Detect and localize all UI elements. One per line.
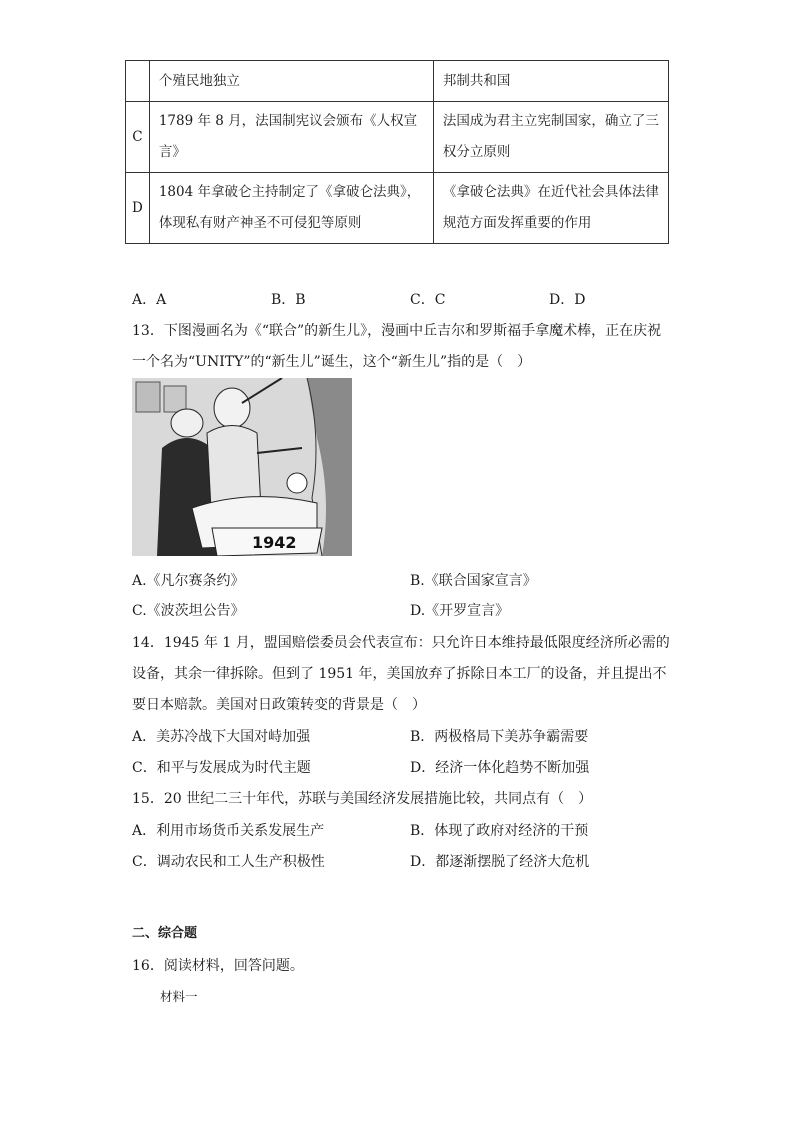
result-cell: 邦制共和国 <box>433 61 668 102</box>
q14-option-a[interactable]: A．美苏冷战下大国对峙加强 <box>132 729 311 745</box>
q15-option-c[interactable]: C．调动农民和工人生产积极性 <box>132 854 325 870</box>
q15-option-a[interactable]: A．利用市场货币关系发展生产 <box>132 823 325 839</box>
q12-option-c[interactable]: C．C <box>410 292 446 308</box>
material-label: 材料一 <box>160 989 198 1004</box>
q14-stem: 要日本赔款。美国对日政策转变的背景是（ ） <box>132 697 426 713</box>
q13-stem: 一个名为“UNITY”的“新生儿”诞生，这个“新生儿”指的是（ ） <box>132 354 532 370</box>
result-cell: 法国成为君主立宪制国家，确立了三权分立原则 <box>433 102 668 173</box>
q15-option-d[interactable]: D．都逐渐摆脱了经济大危机 <box>410 854 590 870</box>
result-cell: 《拿破仑法典》在近代社会具体法律规范方面发挥重要的作用 <box>433 173 668 244</box>
event-cell: 1804 年拿破仑主持制定了《拿破仑法典》，体现私有财产神圣不可侵犯等原则 <box>149 173 433 244</box>
q13-option-b[interactable]: B.《联合国家宣言》 <box>410 573 537 589</box>
table-row <box>126 102 669 173</box>
section-heading: 二、综合题 <box>132 926 198 941</box>
cartoon-year-label: 1942 <box>252 533 297 552</box>
q13-option-a[interactable]: A.《凡尔赛条约》 <box>132 573 245 589</box>
q15-option-b[interactable]: B．体现了政府对经济的干预 <box>410 823 589 839</box>
q16-stem: 16．阅读材料，回答问题。 <box>132 958 304 974</box>
q13-option-c[interactable]: C.《波茨坦公告》 <box>132 603 245 619</box>
event-cell: 1789 年 8 月，法国制宪议会颁布《人权宣言》 <box>149 102 433 173</box>
q13-option-d[interactable]: D.《开罗宣言》 <box>410 603 510 619</box>
q14-option-b[interactable]: B．两极格局下美苏争霸需要 <box>410 729 589 745</box>
q15-stem: 15．20 世纪二三十年代，苏联与美国经济发展措施比较，共同点有（ ） <box>132 791 593 807</box>
q12-option-b[interactable]: B．B <box>271 292 306 308</box>
q13-stem: 13．下图漫画名为《“联合”的新生儿》，漫画中丘吉尔和罗斯福手拿魔术棒，正在庆祝 <box>132 323 662 339</box>
table-row <box>126 173 669 244</box>
q14-option-d[interactable]: D．经济一体化趋势不断加强 <box>410 760 590 776</box>
q12-option-a[interactable]: A．A <box>132 292 167 308</box>
row-label <box>126 61 150 102</box>
row-label: C <box>126 102 150 173</box>
cartoon-image <box>132 378 352 556</box>
q12-option-d[interactable]: D．D <box>549 292 586 308</box>
row-label: D <box>126 173 150 244</box>
comparison-table <box>125 60 669 244</box>
table-row <box>126 61 669 102</box>
q14-option-c[interactable]: C．和平与发展成为时代主题 <box>132 760 311 776</box>
q14-stem: 14．1945 年 1 月，盟国赔偿委员会代表宣布：只允许日本维持最低限度经济所必需的 <box>132 635 670 651</box>
q14-stem: 设备，其余一律拆除。但到了 1951 年，美国放弃了拆除日本工厂的设备，并且提出不 <box>132 666 667 682</box>
event-cell: 个殖民地独立 <box>149 61 433 102</box>
